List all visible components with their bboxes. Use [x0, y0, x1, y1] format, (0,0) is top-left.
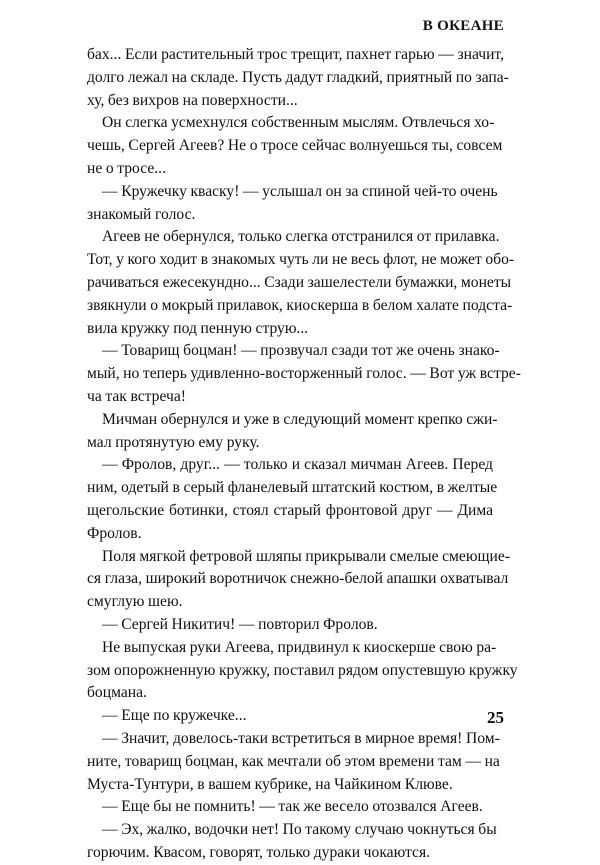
text-line: чешь, Сергей Агеев? Не о тросе сейчас волнуешься ты, совсем	[87, 137, 503, 155]
text-line: горючим. Квасом, говорят, только дураки чокаются.	[87, 843, 431, 861]
text-line: ся глаза, широкий воротничок снежно-белой апашки охватывал	[87, 570, 509, 588]
text-line: Агеев не обернулся, только слегка отстранился от прилавка.	[102, 228, 500, 246]
page-number: 25	[487, 708, 504, 727]
text-line: мый, но теперь удивленно-восторженный голос. — Вот уж встре-	[87, 365, 521, 383]
text-line: бах... Если растительный трос трещит, пахнет гарью — значит,	[87, 46, 504, 63]
text-line: — Еще бы не помнить! — так же весело отозвался Агеев.	[102, 798, 483, 816]
text-line: мал протянутую ему руку.	[87, 433, 260, 451]
text-line: Поля мягкой фетровой шляпы прикрывали смелые смеющие-	[102, 547, 510, 565]
text-line: Мичман обернулся и уже в следующий момент крепко сжи-	[102, 410, 498, 428]
text-line: ним, одетый в серый фланелевый штатский костюм, в желтые	[87, 479, 498, 497]
text-line: Фролов.	[87, 524, 142, 542]
text-line: ху, без вихров на поверхности...	[87, 91, 298, 109]
text-line: боцмана.	[87, 684, 147, 702]
text-line: — Эх, жалко, водочки нет! По такому случаю чокнуться бы	[102, 821, 497, 839]
text-line: Муста-Тунтури, в вашем кубрике, на Чайкином Клюве.	[87, 775, 453, 793]
text-line: — Кружечку кваску! — услышал он за спиной чей-то очень	[102, 182, 498, 200]
text-line: — Значит, довелось-таки встретиться в мирное время! Пом-	[102, 729, 500, 747]
text-line: рачиваться ежесекундно... Сзади зашелестели бумажки, монеты	[87, 273, 512, 291]
text-line: щегольские ботинки, стоял старый фронтовой друг — Дима	[87, 501, 493, 519]
text-line: — Сергей Никитич! — повторил Фролов.	[102, 615, 378, 633]
text-line: не о тросе...	[87, 159, 166, 177]
text-line: смуглую шею.	[87, 593, 183, 611]
text-line: — Товарищ боцман! — прозвучал сзади тот же очень знако-	[102, 342, 500, 360]
text-line: знакомый голос.	[87, 205, 196, 223]
text-line: Он слегка усмехнулся собственным мыслям. Отвлечься хо-	[102, 114, 495, 132]
text-line: Не выпуская руки Агеева, придвинул к киоскерше свою ра-	[102, 638, 497, 656]
running-head: В ОКЕАНЕ	[422, 18, 504, 34]
text-line: зом опорожненную кружку, поставил рядом опустевшую кружку	[87, 661, 518, 679]
text-line: — Фролов, друг... — только и сказал мичман Агеев. Перед	[102, 456, 493, 474]
text-line: — Еще по кружечке...	[102, 707, 247, 725]
text-line: долго лежал на складе. Пусть дадут гладкий, приятный по запа-	[87, 68, 509, 86]
text-line: ните, товарищ боцман, как мечтали об этом времени там — на	[87, 752, 500, 770]
text-line: звякнули о мокрый прилавок, киоскерша в белом халате подста-	[87, 296, 513, 314]
text-line: Тот, у кого ходит в знакомых чуть ли не весь флот, не может обо-	[87, 251, 515, 269]
text-line: ча так встреча!	[87, 387, 186, 405]
text-line: вила кружку под пенную струю...	[87, 319, 309, 337]
